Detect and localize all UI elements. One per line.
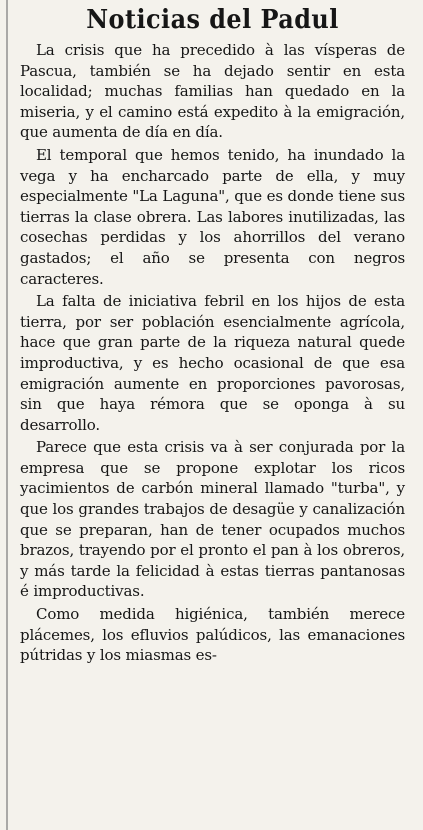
- paragraph-iniciativa: La falta de iniciativa febril en los hijos de esta tierra, por ser población esencialmente agrícola, hace que gran parte de la riqueza natural quede improductiva, y es hecho ocasional de que esa emigración aumente en proporciones pavorosas, sin que haya rémora que se oponga à su desarrollo.: [20, 292, 405, 434]
- article-title: Noticias del Padul: [86, 5, 339, 35]
- paragraph-higiene: Como medida higiénica, también merece plácemes, los efluvios palúdicos, las emanaciones pútridas y los miasmas es-: [20, 605, 405, 665]
- paragraph-crisis: La crisis que ha precedido à las vísperas de Pascua, también se ha dejado sentir en esta localidad; muchas familias han quedado en la miseria, y el camino está expedito à la emigración, que aumenta de día en día.: [20, 41, 405, 142]
- paragraph-temporal: El temporal que hemos tenido, ha inundado la vega y ha encharcado parte de ella, y muy especialmente "La Laguna", que es donde tiene sus tierras la clase obrera. Las labores inutilizadas, las cosechas perdidas y los ahorrillos del verano gastados; el año se presenta con negros caracteres.: [20, 145, 405, 288]
- paragraph-turba: Parece que esta crisis va à ser conjurada por la empresa que se propone explotar los ricos yacimientos de carbón mineral llamado "turba", y que los grandes trabajos de desagüe y canalización que se preparan, han de tener ocupados muchos brazos, trayendo por el pronto el pan à los obreros, y más tarde la felicidad à estas tierras pantanosas é improductivas.: [20, 438, 405, 601]
